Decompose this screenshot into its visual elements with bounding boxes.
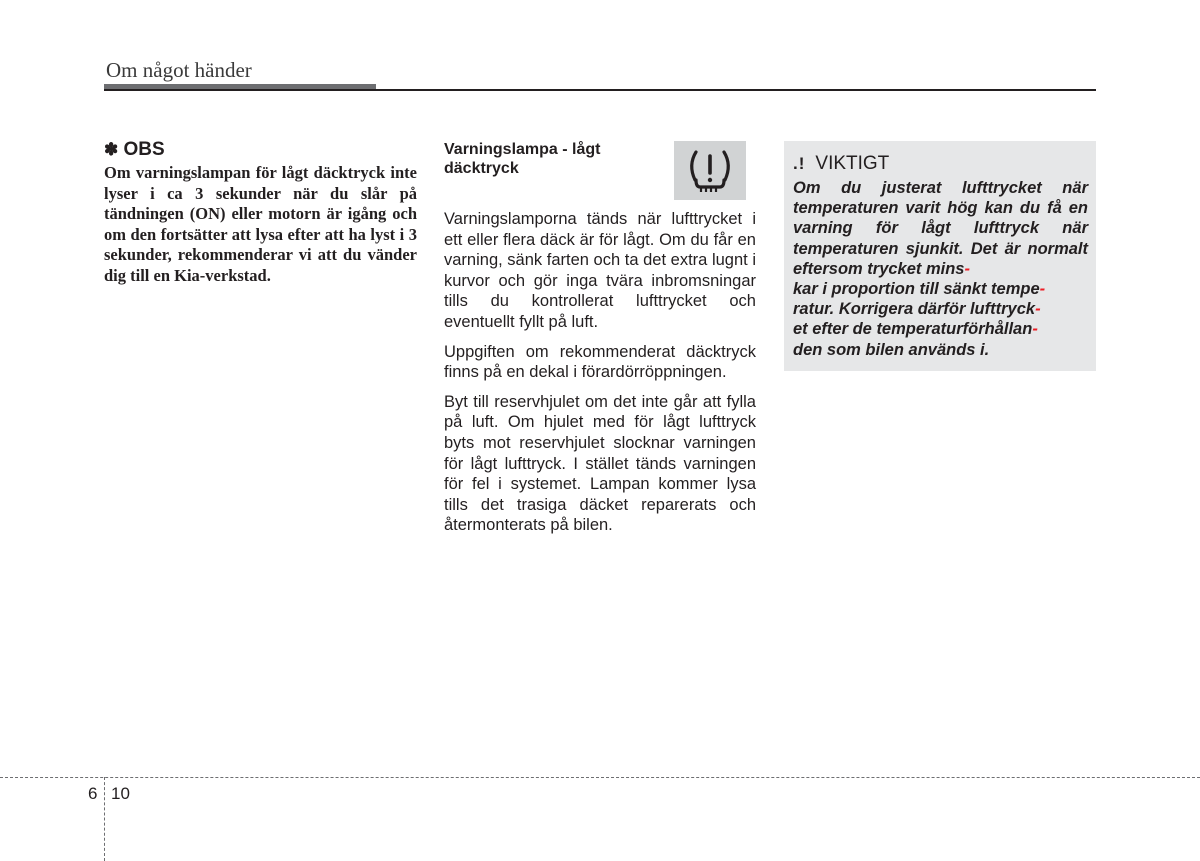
page-number: 10 xyxy=(111,784,130,803)
section-body xyxy=(444,209,756,545)
important-text-segment: et efter de temperaturförhållan xyxy=(793,320,1033,339)
hyphen-mark: - xyxy=(1035,300,1041,319)
asterisk-icon: ✽ xyxy=(104,140,119,159)
obs-text: Om varningslampan för lågt däcktryck inte lyser i ca 3 sekunder när du slår på tändningen (ON) eller motorn är igång och om den fortsätter att lysa efter att ha lyst i 3 sekunder, rekommenderar vi att du vänder dig till en Kia-verkstad. xyxy=(104,163,417,285)
footer-rule xyxy=(0,777,1200,778)
section-title: Varningslampa - lågt däcktryck xyxy=(444,141,601,177)
tire-pressure-warning-icon xyxy=(674,141,746,200)
footer-divider xyxy=(104,777,105,861)
hyphen-mark: - xyxy=(1032,320,1038,339)
important-heading xyxy=(793,153,1088,175)
body-paragraph: Uppgiften om rekommenderat däcktryck finns på en dekal i förardörröppningen. xyxy=(444,342,756,382)
warning-icon: .! xyxy=(793,154,806,173)
important-text-segment: Om du justerat lufttrycket när temperaturen varit hög kan du få en varning för lågt lufttryck när temperaturen sjunkit. Det är normalt eftersom trycket mins xyxy=(793,179,1088,278)
chapter-number: 6 xyxy=(88,784,98,803)
obs-note xyxy=(104,139,417,287)
header-rule xyxy=(104,89,1096,91)
body-paragraph: Byt till reservhjulet om det inte går att fylla på luft. Om hjulet med för lågt lufttryck byts mot reservhjulet slocknar varningen för lågt lufttryck. I stället tänds varningen för fel i systemet. Lampan kommer lysa tills det trasiga däcket reparerats och återmonterats på bilen. xyxy=(444,392,756,535)
tire-pressure-warning-icon-graphic xyxy=(674,141,746,200)
important-text xyxy=(793,178,1088,360)
obs-heading-label: OBS xyxy=(123,139,165,160)
hyphen-mark: - xyxy=(964,259,970,278)
important-note xyxy=(784,141,1096,371)
body-paragraph: Varningslamporna tänds när lufttrycket i ett eller flera däck är för lågt. Om du får en varning, sänk farten och ta det extra lugnt i kurvor och gör inga tvära inbromsningar tills du kontrollerat lufttrycket och eventuellt fyllt på luft. xyxy=(444,210,756,331)
obs-heading xyxy=(104,139,417,161)
important-text-segment: den som bilen används i. xyxy=(793,340,990,359)
important-text-segment: kar i proportion till sänkt tempe xyxy=(793,280,1040,299)
page-header-title: Om något händer xyxy=(106,58,252,82)
hyphen-mark: - xyxy=(1039,280,1046,299)
important-text-segment: ratur. Korrigera därför lufttryck xyxy=(793,300,1036,319)
important-heading-label: VIKTIGT xyxy=(815,153,890,174)
